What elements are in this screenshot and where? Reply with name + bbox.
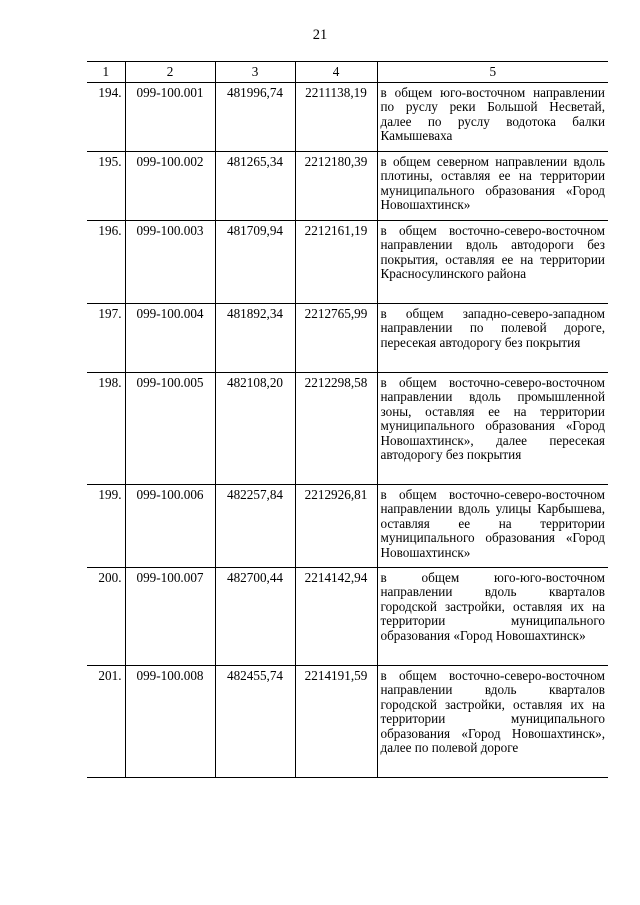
table-row bbox=[87, 666, 608, 778]
point-id: 099-100.002 bbox=[125, 152, 215, 221]
point-id: 099-100.006 bbox=[125, 485, 215, 568]
page-number: 21 bbox=[312, 27, 328, 43]
coordinate-x: 482455,74 bbox=[215, 666, 295, 778]
boundary-description: в общем западно-северо-западном направлении по полевой дороге, пересекая автодорогу без покрытия bbox=[377, 304, 608, 373]
coordinate-x: 481892,34 bbox=[215, 304, 295, 373]
row-number: 195. bbox=[87, 152, 125, 221]
column-header-x: 3 bbox=[215, 62, 295, 83]
coordinate-x: 481996,74 bbox=[215, 83, 295, 152]
boundary-points-table bbox=[87, 61, 608, 778]
coordinate-x: 482108,20 bbox=[215, 373, 295, 485]
table-row bbox=[87, 485, 608, 568]
point-id: 099-100.001 bbox=[125, 83, 215, 152]
table-row bbox=[87, 373, 608, 485]
coordinate-x: 482257,84 bbox=[215, 485, 295, 568]
coordinate-x: 481709,94 bbox=[215, 221, 295, 304]
point-id: 099-100.008 bbox=[125, 666, 215, 778]
row-number: 201. bbox=[87, 666, 125, 778]
coordinate-x: 482700,44 bbox=[215, 568, 295, 666]
table-row bbox=[87, 152, 608, 221]
table-row bbox=[87, 221, 608, 304]
table-row bbox=[87, 568, 608, 666]
row-number: 198. bbox=[87, 373, 125, 485]
coordinate-y: 2212161,19 bbox=[295, 221, 377, 304]
column-header-point-id: 2 bbox=[125, 62, 215, 83]
row-number: 199. bbox=[87, 485, 125, 568]
boundary-description: в общем восточно-северо-восточном направлении вдоль кварталов городской застройки, оставляя их на территории муниципального образования «Город Новошахтинск», далее по полевой дороге bbox=[377, 666, 608, 778]
column-header-y: 4 bbox=[295, 62, 377, 83]
row-number: 197. bbox=[87, 304, 125, 373]
coordinate-y: 2214142,94 bbox=[295, 568, 377, 666]
point-id: 099-100.005 bbox=[125, 373, 215, 485]
coordinate-y: 2212765,99 bbox=[295, 304, 377, 373]
row-number: 194. bbox=[87, 83, 125, 152]
boundary-description: в общем восточно-северо-восточном направлении вдоль улицы Карбышева, оставляя ее на территории муниципального образования «Город Новошахтинск» bbox=[377, 485, 608, 568]
point-id: 099-100.007 bbox=[125, 568, 215, 666]
coordinate-y: 2212298,58 bbox=[295, 373, 377, 485]
boundary-description: в общем северном направлении вдоль плотины, оставляя ее на территории муниципального образования «Город Новошахтинск» bbox=[377, 152, 608, 221]
point-id: 099-100.003 bbox=[125, 221, 215, 304]
boundary-description: в общем юго-юго-восточном направлении вдоль кварталов городской застройки, оставляя их на территории муниципального образования «Город Новошахтинск» bbox=[377, 568, 608, 666]
column-header-number: 1 bbox=[87, 62, 125, 83]
coordinate-y: 2212926,81 bbox=[295, 485, 377, 568]
table-row bbox=[87, 83, 608, 152]
point-id: 099-100.004 bbox=[125, 304, 215, 373]
column-header-description: 5 bbox=[377, 62, 608, 83]
coordinate-x: 481265,34 bbox=[215, 152, 295, 221]
row-number: 200. bbox=[87, 568, 125, 666]
table-header-row bbox=[87, 62, 608, 83]
boundary-description: в общем восточно-северо-восточном направлении вдоль автодороги без покрытия, оставляя ее на территории Красносулинского района bbox=[377, 221, 608, 304]
coordinate-y: 2212180,39 bbox=[295, 152, 377, 221]
boundary-description: в общем восточно-северо-восточном направлении вдоль промышленной зоны, оставляя ее на территории муниципального образования «Город Новошахтинск», далее пересекая автодорогу без покрытия bbox=[377, 373, 608, 485]
coordinate-y: 2211138,19 bbox=[295, 83, 377, 152]
coordinate-y: 2214191,59 bbox=[295, 666, 377, 778]
boundary-description: в общем юго-восточном направлении по руслу реки Большой Несветай, далее по руслу водотока балки Камышеваха bbox=[377, 83, 608, 152]
row-number: 196. bbox=[87, 221, 125, 304]
table-row bbox=[87, 304, 608, 373]
